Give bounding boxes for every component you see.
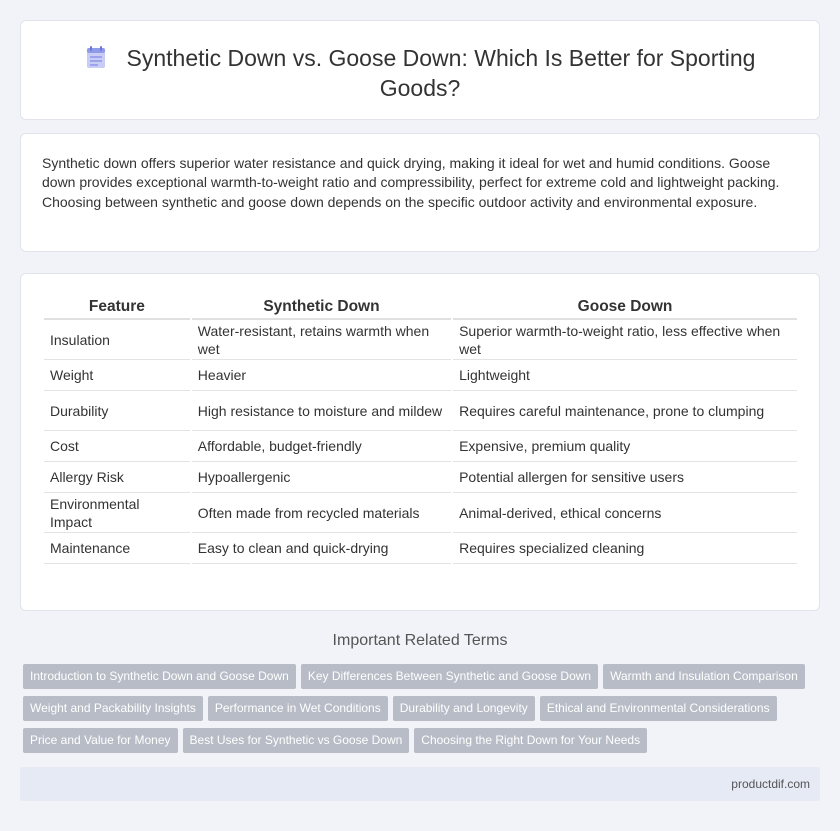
goose-cell: Requires careful maintenance, prone to clumping <box>453 391 797 431</box>
related-term-tag[interactable]: Ethical and Environmental Considerations <box>540 696 777 721</box>
related-term-tag[interactable]: Warmth and Insulation Comparison <box>603 664 805 689</box>
synthetic-cell: Easy to clean and quick-drying <box>192 533 451 564</box>
related-term-tag[interactable]: Durability and Longevity <box>393 696 535 721</box>
synthetic-cell: Water-resistant, retains warmth when wet <box>192 320 451 360</box>
goose-cell: Animal-derived, ethical concerns <box>453 493 797 533</box>
table-row <box>44 360 797 391</box>
feature-cell: Weight <box>44 360 190 391</box>
table-row <box>44 320 797 360</box>
feature-cell: Maintenance <box>44 533 190 564</box>
table-row <box>44 533 797 564</box>
synthetic-cell: High resistance to moisture and mildew <box>192 391 451 431</box>
related-term-tag[interactable]: Choosing the Right Down for Your Needs <box>414 728 647 753</box>
goose-cell: Expensive, premium quality <box>453 431 797 462</box>
synthetic-cell: Heavier <box>192 360 451 391</box>
synthetic-cell: Hypoallergenic <box>192 462 451 493</box>
goose-cell: Potential allergen for sensitive users <box>453 462 797 493</box>
related-terms-title: Important Related Terms <box>332 632 508 649</box>
feature-cell: Allergy Risk <box>44 462 190 493</box>
related-terms-tags <box>23 664 823 760</box>
summary-text: Synthetic down offers superior water resistance and quick drying, making it ideal for wet and humid conditions. Goose down provides exceptional warmth-to-weight ratio and compressibility, perfect for extreme cold and lightweight packing. Choosing between synthetic and goose down depends on the specific outdoor activity and environmental exposure. <box>42 155 780 210</box>
header-synthetic-down: Synthetic Down <box>192 296 451 320</box>
header-goose-down: Goose Down <box>453 296 797 320</box>
related-term-tag[interactable]: Introduction to Synthetic Down and Goose Down <box>23 664 296 689</box>
related-term-tag[interactable]: Price and Value for Money <box>23 728 178 753</box>
table-row <box>44 493 797 533</box>
feature-cell: Insulation <box>44 320 190 360</box>
table-row <box>44 391 797 431</box>
footer-site-link[interactable]: productdif.com <box>731 777 810 791</box>
title-card <box>20 20 820 120</box>
page-title-text: Synthetic Down vs. Goose Down: Which Is Better for Sporting Goods? <box>126 45 756 101</box>
table-row <box>44 431 797 462</box>
related-term-tag[interactable]: Weight and Packability Insights <box>23 696 203 721</box>
synthetic-cell: Often made from recycled materials <box>192 493 451 533</box>
page-title <box>21 43 819 103</box>
related-term-tag[interactable]: Best Uses for Synthetic vs Goose Down <box>183 728 410 753</box>
feature-cell: Cost <box>44 431 190 462</box>
header-feature: Feature <box>44 296 190 320</box>
summary-card <box>20 133 820 252</box>
synthetic-cell: Affordable, budget-friendly <box>192 431 451 462</box>
table-row <box>44 462 797 493</box>
related-term-tag[interactable]: Performance in Wet Conditions <box>208 696 388 721</box>
comparison-table <box>42 296 799 564</box>
table-header-row <box>44 296 797 320</box>
feature-cell: Durability <box>44 391 190 431</box>
goose-cell: Superior warmth-to-weight ratio, less effective when wet <box>453 320 797 360</box>
related-term-tag[interactable]: Key Differences Between Synthetic and Goose Down <box>301 664 598 689</box>
goose-cell: Requires specialized cleaning <box>453 533 797 564</box>
comparison-card <box>20 273 820 611</box>
document-icon <box>85 45 107 69</box>
feature-cell: Environmental Impact <box>44 493 190 533</box>
goose-cell: Lightweight <box>453 360 797 391</box>
footer <box>20 767 820 801</box>
